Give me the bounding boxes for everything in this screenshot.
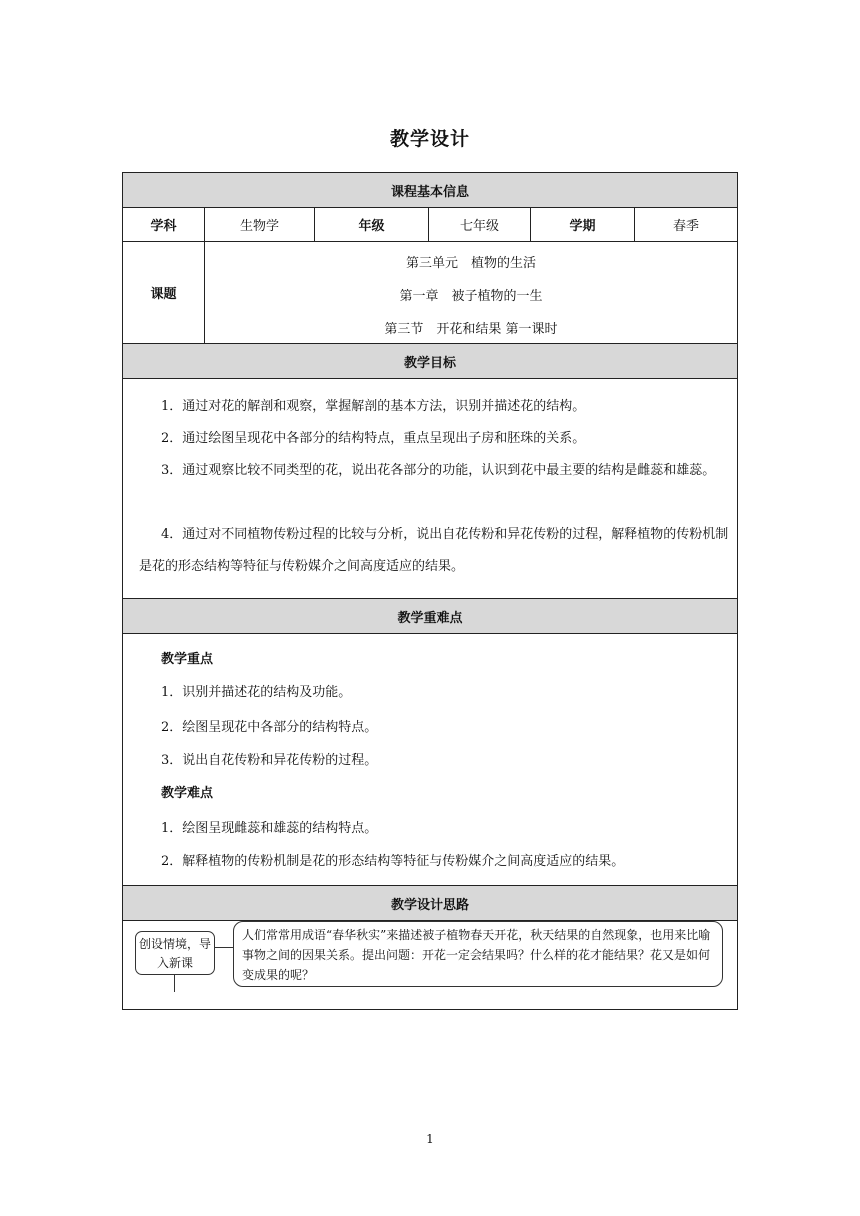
topic-line-section: 第三节 开花和结果 第一课时 xyxy=(384,322,558,337)
info-row xyxy=(123,208,737,242)
topic-line-chapter: 第一章 被子植物的一生 xyxy=(399,289,543,304)
page-number: 1 xyxy=(426,1132,434,1146)
difficult-point-item: 1．绘图呈现雌蕊和雄蕊的结构特点。 xyxy=(161,821,378,836)
goal-item: 4．通过对不同植物传粉过程的比较与分析，说出自花传粉和异花传粉的过程，解释植物的传粉机制是花的形态结构等特征与传粉媒介之间高度适应的结果。 xyxy=(139,527,729,574)
goal-item: 3．通过观察比较不同类型的花，说出花各部分的功能，认识到花中最主要的结构是雌蕊和雄蕊。 xyxy=(161,463,716,478)
lesson-plan-table xyxy=(122,172,738,1010)
difficult-point-item: 2．解释植物的传粉机制是花的形态结构等特征与传粉媒介之间高度适应的结果。 xyxy=(161,854,625,869)
grade-label: 年级 xyxy=(315,208,429,241)
section-header-basic-info: 课程基本信息 xyxy=(123,173,737,208)
flow-step-box: 创设情境，导入新课 xyxy=(135,931,215,975)
subject-value: 生物学 xyxy=(205,208,315,241)
document-title: 教学设计 xyxy=(389,128,470,150)
term-label: 学期 xyxy=(531,208,635,241)
keypoints-body xyxy=(123,634,737,886)
section-header-keypoints: 教学重难点 xyxy=(123,599,737,634)
section-header-goals: 教学目标 xyxy=(123,344,737,379)
design-flow xyxy=(123,863,737,1009)
topic-row xyxy=(123,242,737,344)
grade-value: 七年级 xyxy=(429,208,531,241)
section-header-design: 教学设计思路 xyxy=(123,886,737,921)
important-point-item: 2．绘图呈现花中各部分的结构特点。 xyxy=(161,720,378,735)
topic-label: 课题 xyxy=(123,242,205,343)
flow-continuation-line xyxy=(174,975,175,992)
goals-body xyxy=(123,379,737,599)
goal-item: 1．通过对花的解剖和观察，掌握解剖的基本方法，识别并描述花的结构。 xyxy=(161,399,586,414)
subject-label: 学科 xyxy=(123,208,205,241)
topic-line-unit: 第三单元 植物的生活 xyxy=(405,256,536,271)
difficult-points-heading: 教学难点 xyxy=(161,786,214,801)
goal-item: 2．通过绘图呈现花中各部分的结构特点，重点呈现出子房和胚珠的关系。 xyxy=(161,431,586,446)
flow-step-description: 人们常常用成语“春华秋实”来描述被子植物春天开花，秋天结果的自然现象，也用来比喻事物之间的因果关系。提出问题：开花一定会结果吗？什么样的花才能结果？花又是如何变成果的呢？ xyxy=(233,921,723,987)
important-point-item: 3．说出自花传粉和异花传粉的过程。 xyxy=(161,753,378,768)
term-value: 春季 xyxy=(672,219,699,234)
flow-connector xyxy=(215,947,233,948)
important-point-item: 1．识别并描述花的结构及功能。 xyxy=(161,685,352,700)
important-points-heading: 教学重点 xyxy=(161,652,214,667)
